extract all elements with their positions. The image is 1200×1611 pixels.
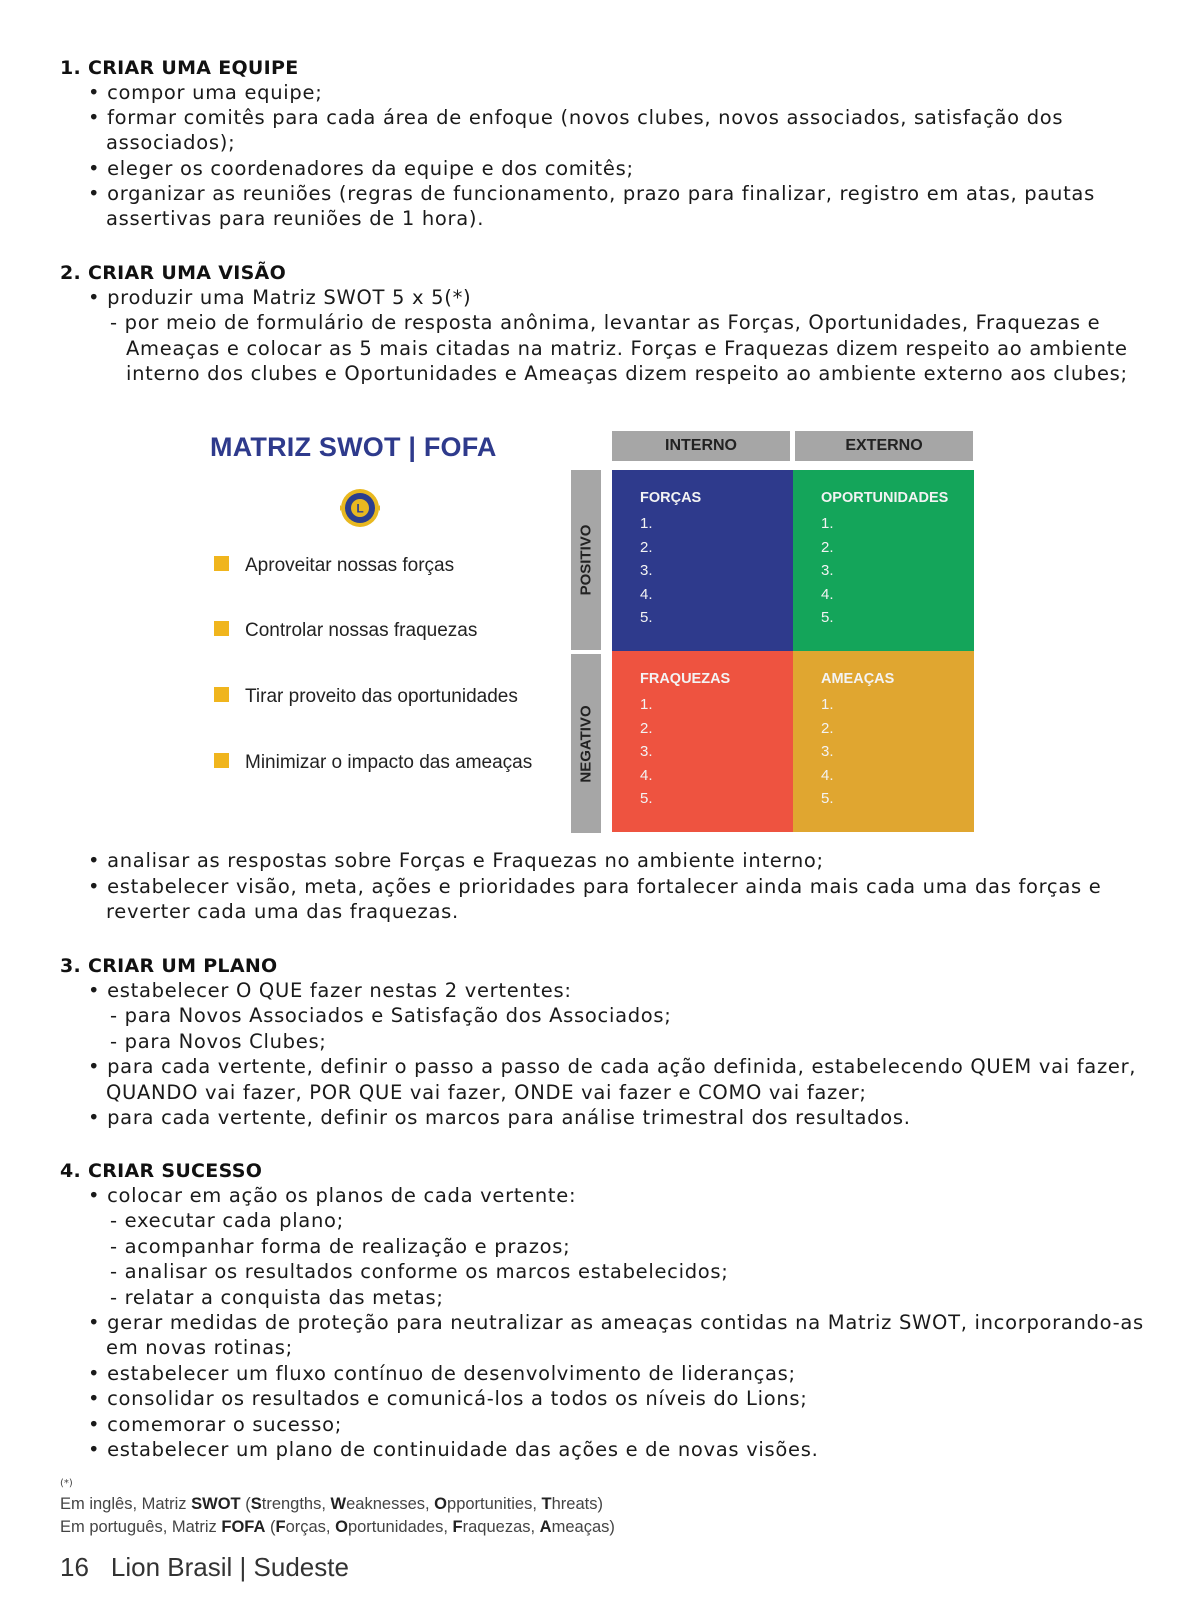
quadrant-title: FRAQUEZAS: [640, 671, 731, 687]
note-text: raquezas,: [462, 1518, 540, 1536]
s3-bullet-2: • para cada vertente, definir o passo a passo de cada ação definida, estabelecendo QUEM vai fazer,: [88, 1055, 1137, 1078]
publication-name: Lion Brasil | Sudeste: [110, 1552, 349, 1582]
s1-bullet-2-cont: associados);: [106, 131, 236, 154]
s2-dash-1-cont-2: interno dos clubes e Oportunidades e Ameaças dizem respeito ao ambiente externo aos clubes;: [126, 362, 1128, 385]
swot-quadrant-oportunidades: [793, 470, 974, 651]
swot-row-positivo-label: POSITIVO: [577, 524, 595, 596]
section-1-title: 1. CRIAR UMA EQUIPE: [60, 57, 299, 79]
quadrant-item: 1.: [821, 515, 834, 532]
s4-dash-3: - analisar os resultados conforme os marcos estabelecidos;: [110, 1260, 729, 1283]
s2-bullet-3-cont: reverter cada uma das fraquezas.: [106, 900, 459, 923]
note-initial: F: [275, 1518, 286, 1536]
note-text: eaknesses,: [346, 1495, 435, 1513]
quadrant-item: 4.: [821, 766, 834, 784]
swot-title: MATRIZ SWOT | FOFA: [210, 432, 497, 462]
quadrant-item: 2.: [640, 719, 653, 737]
s3-dash-2: - para Novos Clubes;: [110, 1030, 327, 1053]
s4-bullet-2-cont: em novas rotinas;: [106, 1336, 293, 1359]
quadrant-item: 3.: [640, 562, 653, 579]
note-initial: W: [330, 1495, 347, 1513]
swot-legend-item: [214, 620, 477, 642]
swot-legend-item: [214, 686, 518, 708]
swot-quadrant-fraquezas: [612, 651, 793, 832]
legend-label: Controlar nossas fraquezas: [245, 620, 478, 641]
note-text: Em português, Matriz: [60, 1518, 222, 1536]
s3-bullet-2-cont: QUANDO vai fazer, POR QUE vai fazer, ONDE vai fazer e COMO vai fazer;: [106, 1081, 867, 1104]
section-3-title: 3. CRIAR UM PLANO: [60, 955, 278, 977]
s4-dash-4: - relatar a conquista das metas;: [110, 1286, 444, 1309]
s2-dash-1: - por meio de formulário de resposta anônima, levantar as Forças, Oportunidades, Fraquezas e: [110, 311, 1101, 334]
swot-row-positivo: [571, 470, 601, 650]
quadrant-item: 5.: [821, 609, 834, 626]
note-text: meaças): [551, 1518, 615, 1536]
lions-emblem-icon: [340, 488, 380, 528]
s4-bullet-3: • estabelecer um fluxo contínuo de desenvolvimento de lideranças;: [88, 1362, 796, 1385]
s4-bullet-6: • estabelecer um plano de continuidade das ações e de novas visões.: [88, 1438, 819, 1461]
swot-legend-item: [214, 555, 454, 577]
note-initial: A: [539, 1518, 552, 1536]
s1-bullet-3: • eleger os coordenadores da equipe e dos comitês;: [88, 157, 634, 180]
s3-dash-1: - para Novos Associados e Satisfação dos Associados;: [110, 1004, 672, 1027]
legend-square-icon: [214, 753, 229, 768]
s4-bullet-1: • colocar em ação os planos de cada vertente:: [88, 1184, 577, 1207]
quadrant-item: 1.: [640, 515, 653, 532]
note-initial: O: [434, 1495, 448, 1513]
s2-bullet-2: • analisar as respostas sobre Forças e Fraquezas no ambiente interno;: [88, 849, 824, 872]
quadrant-title: FORÇAS: [640, 490, 702, 506]
footnote-english: [60, 1495, 603, 1514]
quadrant-item: 4.: [821, 585, 834, 603]
quadrant-item: 3.: [640, 743, 653, 760]
footnote-marker: (*): [60, 1478, 73, 1489]
svg-text:L: L: [356, 501, 364, 516]
legend-label: Aproveitar nossas forças: [245, 555, 455, 576]
s1-bullet-1: • compor uma equipe;: [88, 81, 323, 104]
note-initial: F: [452, 1518, 463, 1536]
swot-row-negativo: [571, 654, 601, 833]
quadrant-item: 2.: [821, 538, 834, 556]
legend-square-icon: [214, 687, 229, 702]
legend-label: Minimizar o impacto das ameaças: [245, 752, 533, 773]
s3-bullet-3: • para cada vertente, definir os marcos para análise trimestral dos resultados.: [88, 1106, 911, 1129]
s4-dash-1: - executar cada plano;: [110, 1209, 344, 1232]
s2-dash-1-cont: Ameaças e colocar as 5 mais citadas na matriz. Forças e Fraquezas dizem respeito ao ambiente: [126, 337, 1128, 360]
quadrant-item: 2.: [640, 538, 653, 556]
legend-label: Tirar proveito das oportunidades: [245, 686, 518, 707]
note-text: (: [240, 1495, 251, 1513]
quadrant-item: 5.: [821, 790, 834, 807]
note-text: hreats): [551, 1495, 603, 1513]
note-text: pportunities,: [447, 1495, 542, 1513]
swot-header-interno: INTERNO: [612, 431, 790, 461]
page-number: 16: [60, 1552, 89, 1582]
s4-bullet-5: • comemorar o sucesso;: [88, 1413, 343, 1436]
note-text: portunidades,: [347, 1518, 453, 1536]
s4-bullet-4: • consolidar os resultados e comunicá-los a todos os níveis do Lions;: [88, 1387, 808, 1410]
s2-bullet-3: • estabelecer visão, meta, ações e prioridades para fortalecer ainda mais cada uma das forças e: [88, 875, 1102, 898]
quadrant-item: 5.: [640, 790, 653, 807]
s2-bullet-1: • produzir uma Matriz SWOT 5 x 5(*): [88, 286, 472, 309]
legend-square-icon: [214, 556, 229, 571]
swot-row-negativo-label: NEGATIVO: [577, 704, 595, 783]
quadrant-item: 3.: [821, 743, 834, 760]
quadrant-item: 1.: [640, 696, 653, 713]
note-initial: T: [541, 1495, 552, 1513]
note-key: FOFA: [221, 1518, 266, 1536]
note-initial: O: [335, 1518, 348, 1536]
quadrant-item: 4.: [640, 585, 653, 603]
note-initial: S: [250, 1495, 262, 1513]
s1-bullet-2: • formar comitês para cada área de enfoque (novos clubes, novos associados, satisfação dos: [88, 106, 1064, 129]
s3-bullet-1: • estabelecer O QUE fazer nestas 2 vertentes:: [88, 979, 572, 1002]
s4-dash-2: - acompanhar forma de realização e prazos;: [110, 1235, 571, 1258]
note-text: (: [265, 1518, 276, 1536]
note-key: SWOT: [191, 1495, 241, 1513]
quadrant-item: 1.: [821, 696, 834, 713]
swot-quadrant-forcas: [612, 470, 793, 651]
quadrant-item: 5.: [640, 609, 653, 626]
quadrant-title: OPORTUNIDADES: [821, 490, 949, 506]
quadrant-item: 2.: [821, 719, 834, 737]
note-text: orças,: [285, 1518, 336, 1536]
page-footer: [60, 1552, 349, 1583]
note-text: trengths,: [261, 1495, 331, 1513]
section-4-title: 4. CRIAR SUCESSO: [60, 1160, 263, 1182]
swot-header-externo: EXTERNO: [795, 431, 973, 461]
quadrant-item: 3.: [821, 562, 834, 579]
legend-square-icon: [214, 621, 229, 636]
s4-bullet-2: • gerar medidas de proteção para neutralizar as ameaças contidas na Matriz SWOT, incorporando-as: [88, 1311, 1144, 1334]
s1-bullet-4-cont: assertivas para reuniões de 1 hora).: [106, 207, 485, 230]
quadrant-title: AMEAÇAS: [821, 671, 895, 687]
swot-quadrant-ameacas: [793, 651, 974, 832]
footnote-portuguese: [60, 1518, 615, 1537]
section-2-title: 2. CRIAR UMA VISÃO: [60, 262, 287, 284]
swot-legend-item: [214, 752, 532, 774]
quadrant-item: 4.: [640, 766, 653, 784]
s1-bullet-4: • organizar as reuniões (regras de funcionamento, prazo para finalizar, registro em atas, pautas: [88, 182, 1095, 205]
note-text: Em inglês, Matriz: [60, 1495, 192, 1513]
